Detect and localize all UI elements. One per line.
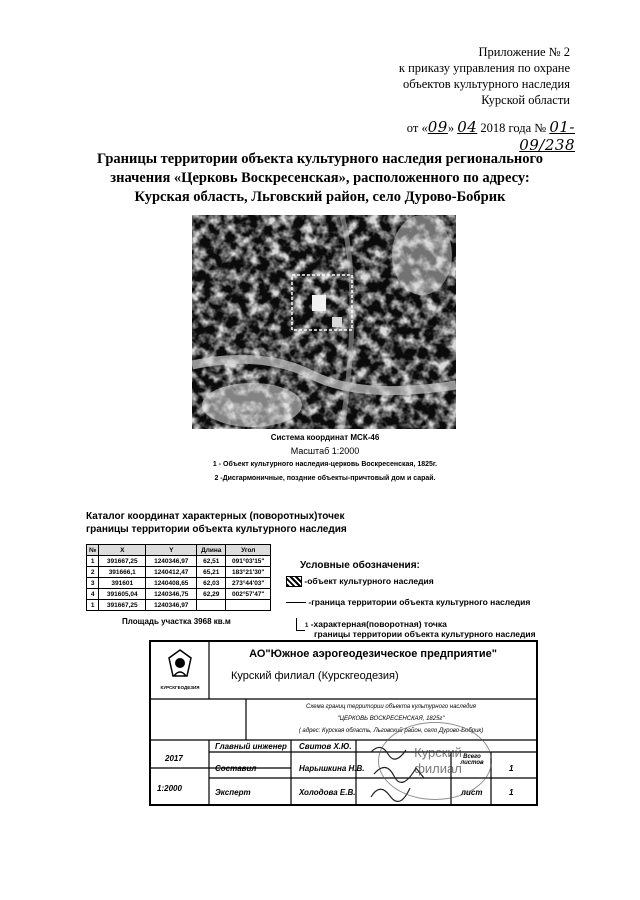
table-cell: 65,21 [197, 567, 226, 578]
order-number: 01-09/238 [519, 118, 575, 154]
table-cell: 002°57'47" [226, 589, 271, 600]
legend-title: Условные обозначения: [300, 560, 420, 571]
scheme-line-3: ( адрес: Курская область, Льговский район, село Дурово-Бобрик) [298, 728, 484, 734]
sheet-label: лист [461, 788, 483, 797]
seal-text: Курский филиал [414, 745, 462, 776]
round-seal [378, 722, 492, 800]
sheet-value: 1 [509, 788, 514, 797]
total-sheets-label: Всего листов [460, 754, 484, 766]
table-cell: 391666,1 [99, 567, 146, 578]
table-row [87, 600, 271, 611]
heritage-symbol-icon [286, 576, 302, 587]
boundary-line-icon [286, 602, 306, 603]
title-line: значения «Церковь Воскресенская», расположенного по адресу: [110, 170, 530, 186]
role-expert: Эксперт [215, 788, 251, 797]
stamp-scale: 1:2000 [157, 784, 182, 793]
logo-text: КУРСКГЕОДЕЗИЯ [160, 685, 200, 690]
catalog-title [86, 510, 347, 536]
role-compiler: Составил [215, 764, 257, 773]
company-logo [157, 648, 203, 694]
table-row [87, 556, 271, 567]
legend-label: -характерная(поворотная) точка [310, 618, 447, 629]
table-cell: 62,29 [197, 589, 226, 600]
col-header: Угол [226, 545, 271, 556]
annex-line: объектов культурного наследия [403, 77, 570, 91]
legend-label: -объект культурного наследия [304, 576, 434, 586]
table-cell: 1240346,75 [146, 589, 197, 600]
table-cell: 391601 [99, 578, 146, 589]
annex-header [330, 44, 570, 108]
order-day: 09 [427, 118, 448, 136]
table-cell: 091°03'15" [226, 556, 271, 567]
table-cell: 1240346,97 [146, 556, 197, 567]
table-cell [226, 600, 271, 611]
order-year: 2018 года № [477, 121, 550, 135]
table-cell: 391605,04 [99, 589, 146, 600]
scheme-line-2: "ЦЕРКОВЬ ВОСКРЕСЕНСКАЯ, 1825г" [337, 716, 445, 722]
map-note-2: 2 -Дисгармоничные, поздние объекты-причтовый дом и сарай. [214, 475, 436, 482]
annex-line: к приказу управления по охране [398, 61, 570, 75]
order-mid: » [447, 121, 458, 135]
table-cell: 1 [87, 556, 99, 567]
legend-label: -граница территории объекта культурного наследия [308, 597, 531, 607]
satellite-map-graphic [192, 215, 456, 429]
legend-label-cont: границы территории объекта культурного наследия [314, 629, 536, 639]
annex-line: Приложение № 2 [478, 45, 570, 59]
order-prefix: от « [406, 121, 428, 135]
table-cell: 391667,25 [99, 556, 146, 567]
col-header: Y [146, 545, 197, 556]
table-cell: 1 [87, 600, 99, 611]
col-header: X [99, 545, 146, 556]
org-name: АО"Южное аэрогеодезическое предприятие" [249, 648, 497, 660]
table-cell: 4 [87, 589, 99, 600]
map-note-1: 1 - Объект культурного наследия-церковь Воскресенская, 1825г. [212, 461, 438, 468]
table-cell: 1240408,65 [146, 578, 197, 589]
role-chief-engineer: Главный инженер [215, 742, 287, 751]
table-cell: 2 [87, 567, 99, 578]
table-cell: 183°21'30" [226, 567, 271, 578]
table-cell: 391667,25 [99, 600, 146, 611]
table-cell: 62,03 [197, 578, 226, 589]
table-header-row [87, 545, 271, 556]
catalog-title-line: границы территории объекта культурного наследия [86, 524, 347, 535]
col-header: № [87, 545, 99, 556]
title-line: Границы территории объекта культурного наследия регионального [97, 151, 543, 167]
title-line: Курская область, Льговский район, село Дурово-Бобрик [134, 189, 506, 205]
name-compiler: Нарышкина Н.В. [299, 764, 365, 773]
total-sheets-value: 1 [509, 764, 514, 773]
branch-name: Курский филиал (Курскгеодезия) [231, 670, 399, 682]
catalog-title-line: Каталог координат характерных (поворотных)точек [86, 511, 345, 522]
table-cell: 1240412,47 [146, 567, 197, 578]
table-cell [197, 600, 226, 611]
point-marker: 1 [305, 622, 309, 629]
coord-system-label: Система координат МСК-46 [270, 433, 380, 442]
col-header: Длина [197, 545, 226, 556]
satellite-map-image [192, 215, 456, 429]
name-expert: Холодова Е.В. [299, 788, 356, 797]
coordinates-table [86, 544, 271, 611]
legend-item-heritage [286, 576, 434, 587]
table-row [87, 589, 271, 600]
table-row [87, 578, 271, 589]
table-cell: 1240346,97 [146, 600, 197, 611]
table-cell: 273°44'03" [226, 578, 271, 589]
name-chief-engineer: Свитов Х.Ю. [299, 742, 352, 751]
order-line [355, 118, 575, 154]
logo-emblem-icon [165, 648, 195, 680]
stamp-year: 2017 [165, 754, 183, 763]
table-row [87, 567, 271, 578]
legend-item-boundary [286, 597, 530, 607]
table-cell: 62,51 [197, 556, 226, 567]
document-title [60, 150, 580, 207]
table-cell: 3 [87, 578, 99, 589]
order-month: 04 [457, 118, 478, 136]
map-scale: Масштаб 1:2000 [290, 446, 360, 456]
plot-area: Площадь участка 3968 кв.м [122, 617, 231, 626]
scheme-line-1: Схема границ территории объекта культурного наследия [306, 704, 476, 710]
turning-point-icon [296, 618, 305, 631]
annex-line: Курской области [481, 93, 570, 107]
